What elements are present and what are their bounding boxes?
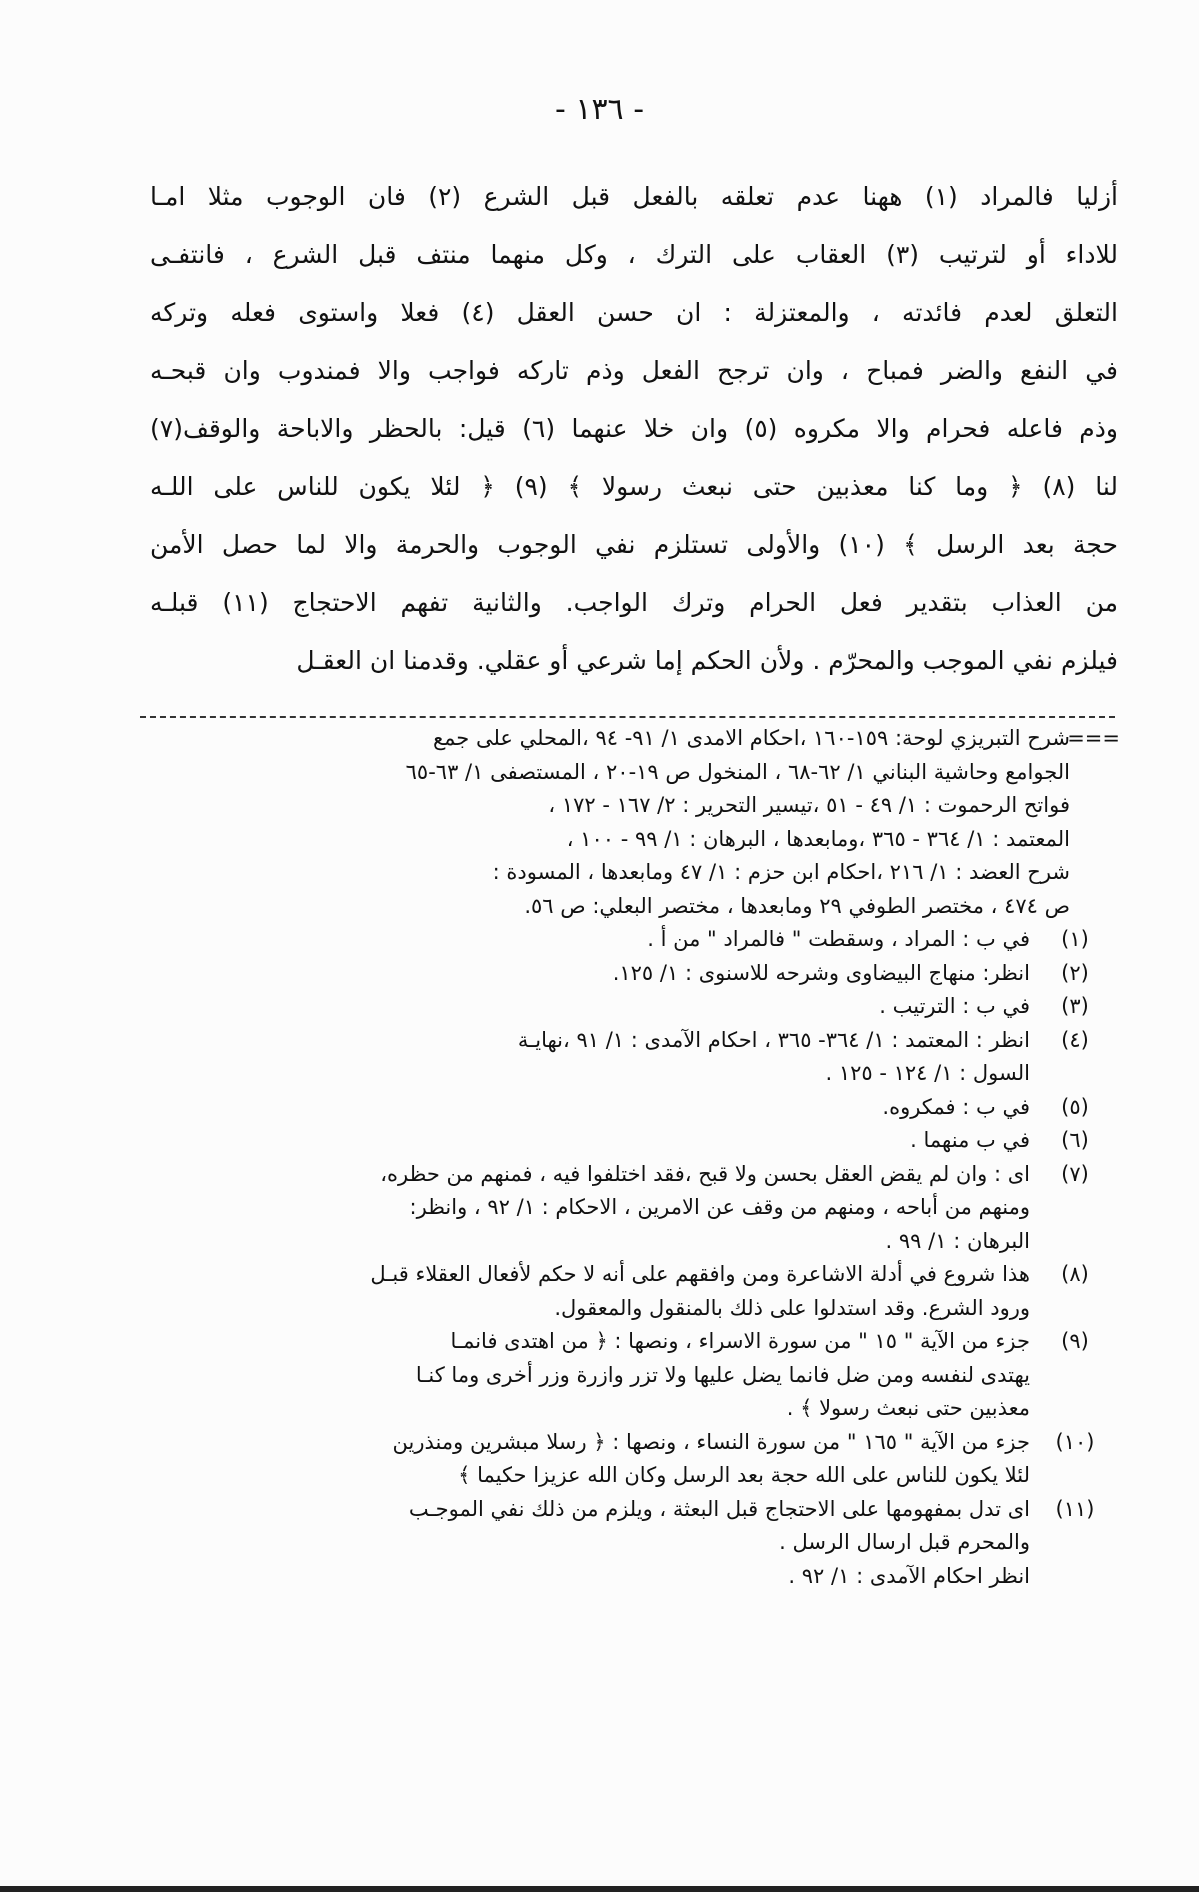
footnotes-section [120, 722, 1120, 1593]
footnote [120, 923, 1120, 957]
reference-line: ص ٤٧٤ ، مختصر الطوفي ٢٩ ومابعدها ، مختصر البعلي: ص ٥٦. [524, 893, 1070, 918]
footnote-line: جزء من الآية " ١٦٥ " من سورة النساء ، ونصها : ﴿ رسلا مبشرين ومنذرين [392, 1429, 1030, 1454]
footnote-number: (٣) [1061, 994, 1089, 1018]
main-text-line: للاداء أو لترتيب (٣) العقاب على الترك ، وكل منهما منتف قبل الشرع ، فانتفـى [150, 240, 1118, 269]
footnote [120, 1325, 1120, 1426]
main-text-line: فيلزم نفي الموجب والمحرّم . ولأن الحكم إما شرعي أو عقلي. وقدمنا ان العقـل [296, 646, 1118, 675]
footnote-text [120, 1124, 1030, 1158]
footnote-number: (١٠) [1055, 1429, 1095, 1454]
footnote [120, 1158, 1120, 1259]
footnote-number: (٧) [1061, 1161, 1089, 1186]
reference-line: المعتمد : ١/ ٣٦٤ - ٣٦٥ ،ومابعدها ، البرهان : ١/ ٩٩ - ١٠٠ ، [566, 826, 1070, 851]
footnote-number: (٩) [1061, 1329, 1089, 1353]
main-text-line: حجة بعد الرسل ﴾ (١٠) والأولى تستلزم نفي الوجوب والحرمة والا لما حصل الأمن [150, 530, 1118, 559]
main-text-line: في النفع والضر فمباح ، وان ترجح الفعل وذم تاركه فواجب والا فمندوب وان قبحـه [150, 356, 1118, 385]
reference-line: شرح العضد : ١/ ٢١٦ ،احكام ابن حزم : ١/ ٤٧ ومابعدها ، المسودة : [492, 860, 1070, 884]
footnote [120, 1091, 1120, 1125]
footnote-number: (٢) [1061, 960, 1089, 985]
footnote-line: يهتدى لنفسه ومن ضل فانما يضل عليها ولا تزر وازرة وزر أخرى وما كنـا [415, 1362, 1030, 1387]
footnote-line: البرهان : ١/ ٩٩ . [885, 1228, 1030, 1253]
footnote-line: في ب : فمكروه. [882, 1094, 1030, 1119]
reference-line: الجوامع وحاشية البناني ١/ ٦٢-٦٨ ، المنخول ص ١٩-٢٠ ، المستصفى ١/ ٦٣-٦٥ [405, 759, 1070, 784]
footnote-text [120, 1258, 1030, 1325]
footnote-line: انظر: منهاج البيضاوى وشرحه للاسنوى : ١/ ١٢٥. [612, 960, 1030, 985]
footnote-text [120, 957, 1030, 991]
main-text-line: التعلق لعدم فائدته ، والمعتزلة : ان حسن العقل (٤) فعلا واستوى فعله وتركه [150, 298, 1118, 327]
footnote-text [120, 1493, 1030, 1560]
footnote-line: السول : ١/ ١٢٤ - ١٢٥ . [825, 1061, 1030, 1085]
footnote [120, 1024, 1120, 1091]
footnote-line: هذا شروع في أدلة الاشاعرة ومن وافقهم على أنه لا حكم لأفعال العقلاء قبـل [370, 1262, 1030, 1286]
reference-text [120, 722, 1070, 923]
footnote-separator [140, 716, 1115, 718]
reference-line: شرح التبريزي لوحة: ١٥٩-١٦٠ ،احكام الامدى ١/ ٩١- ٩٤ ،المحلي على جمع [432, 726, 1070, 750]
footnote-line: اى تدل بمفهومها على الاحتجاج قبل البعثة ، ويلزم من ذلك نفي الموجـب [408, 1496, 1030, 1521]
footnote-text [120, 1024, 1030, 1091]
footnote-line: اى : وان لم يقض العقل بحسن ولا قبح ،فقد اختلفوا فيه ، فمنهم من حظره، [380, 1161, 1030, 1186]
main-text-line: لنا (٨) ﴿ وما كنا معذبين حتى نبعث رسولا ﴾ (٩) ﴿ لئلا يكون للناس على اللـه [150, 472, 1118, 501]
footnote-line: انظر : المعتمد : ١/ ٣٦٤- ٣٦٥ ، احكام الآمدى : ١/ ٩١ ،نهايـة [517, 1027, 1030, 1052]
reference-list [120, 722, 1120, 923]
reference-line: فواتح الرحموت : ١/ ٤٩ - ٥١ ،تيسير التحرير : ٢/ ١٦٧ - ١٧٢ ، [548, 793, 1070, 817]
footnote-number: (٦) [1061, 1128, 1089, 1152]
footnote-text [120, 1426, 1030, 1493]
footnote-line: في ب : الترتيب . [879, 994, 1030, 1018]
page-number: - ١٣٦ - [554, 92, 645, 127]
footnote-line: في ب منهما . [910, 1128, 1030, 1152]
footnote-line: والمحرم قبل ارسال الرسل . [779, 1530, 1030, 1554]
scan-bottom-edge [0, 1886, 1199, 1892]
footnote-text [120, 990, 1030, 1024]
reference-marker: === [1067, 726, 1120, 750]
footnote-text [120, 1091, 1030, 1125]
footnote-line: ومنهم من أباحه ، ومنهم من وقف عن الامرين ، الاحكام : ١/ ٩٢ ، وانظر: [409, 1195, 1030, 1219]
main-text-line: أزليا فالمراد (١) ههنا عدم تعلقه بالفعل قبل الشرع (٢) فان الوجوب مثلا امـا [150, 182, 1118, 211]
footnote [120, 1258, 1120, 1325]
main-text [150, 168, 1118, 690]
footnote-line: معذبين حتى نبعث رسولا ﴾ . [786, 1396, 1030, 1420]
footnote [120, 957, 1120, 991]
footnote-line: ورود الشرع. وقد استدلوا على ذلك بالمنقول والمعقول. [554, 1295, 1030, 1320]
footnote-line: لئلا يكون للناس على الله حجة بعد الرسل وكان الله عزيزا حكيما ﴾ [458, 1463, 1030, 1487]
footnote [120, 1124, 1120, 1158]
footnote-line: في ب : المراد ، وسقطت " فالمراد " من أ . [647, 927, 1030, 951]
footnote-text [120, 923, 1030, 957]
footnote-text [120, 1158, 1030, 1259]
footnote-text [120, 1325, 1030, 1426]
footnote-line: جزء من الآية " ١٥ " من سورة الاسراء ، ونصها : ﴿ من اهتدى فانمـا [450, 1329, 1030, 1353]
footnote-number: (٥) [1061, 1094, 1089, 1119]
main-text-line: وذم فاعله فحرام والا مكروه (٥) وان خلا عنهما (٦) قيل: بالحظر والاباحة والوقف(٧) [150, 414, 1118, 443]
main-text-line: من العذاب بتقدير فعل الحرام وترك الواجب. والثانية تفهم الاحتجاج (١١) قبلـه [150, 588, 1118, 617]
footnote [120, 1493, 1120, 1560]
footnote-number: (١١) [1055, 1496, 1095, 1521]
footnote-number: (١) [1061, 927, 1089, 951]
footnote-number: (٤) [1061, 1027, 1089, 1052]
footnote [120, 990, 1120, 1024]
footnote-number: (٨) [1061, 1262, 1089, 1286]
trailing-reference: انظر احكام الآمدى : ١/ ٩٢ . [788, 1563, 1030, 1588]
footnote [120, 1426, 1120, 1493]
